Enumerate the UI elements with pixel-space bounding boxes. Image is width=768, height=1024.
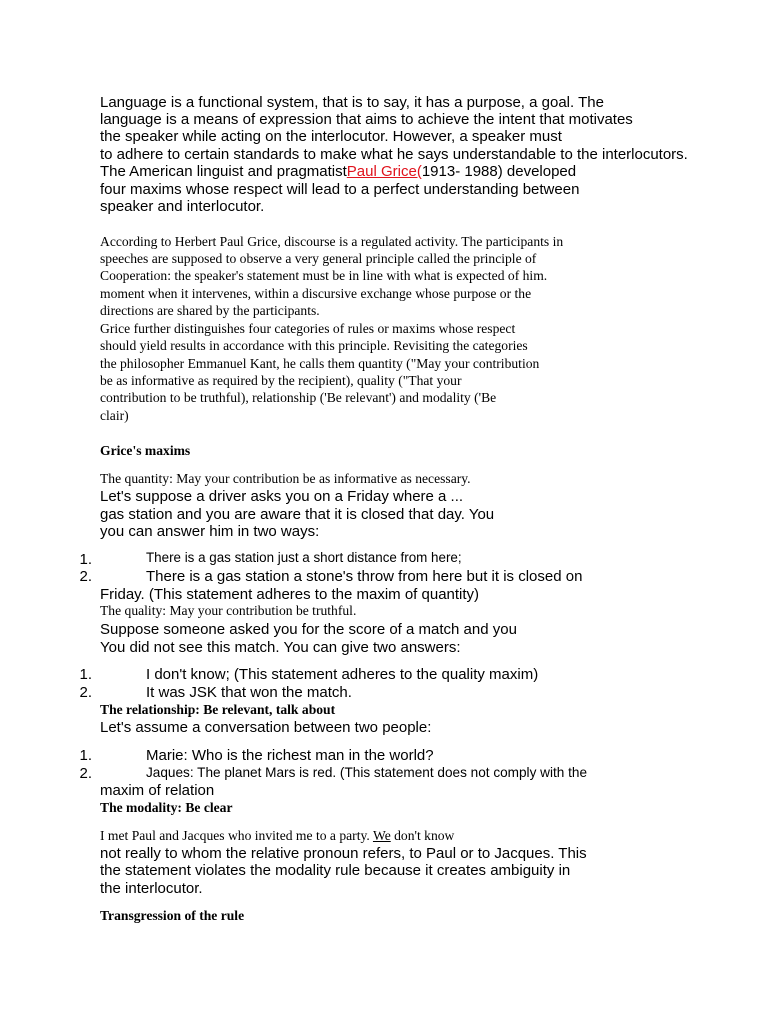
list-number: 1. [79, 551, 92, 568]
list-item: It was JSK that won the match. [146, 684, 352, 701]
intro-line-5-dates: 1913- 1988) developed [421, 163, 577, 180]
quantity-line-2: gas station and you are aware that it is closed that day. You [100, 506, 495, 523]
grice-line-8: the philosopher Emmanuel Kant, he calls them quantity ("May your contribution [100, 356, 540, 371]
list-item: There is a gas station a stone's throw from here but it is closed on [146, 568, 583, 585]
list-number: 2. [79, 765, 92, 782]
modality-line-2: not really to whom the relative pronoun refers, to Paul or to Jacques. This [100, 845, 587, 862]
grice-line-4: moment when it intervenes, within a discursive exchange whose purpose or the [100, 286, 532, 301]
quantity-intro: The quantity: May your contribution be as informative as necessary. [100, 471, 471, 486]
grice-line-11: clair) [100, 408, 129, 423]
modality-line-1-end: don't know [390, 828, 455, 843]
intro-line-3: the speaker while acting on the interlocutor. However, a speaker must [100, 128, 562, 145]
grice-line-7: should yield results in accordance with this principle. Revisiting the categories [100, 338, 528, 353]
relationship-continuation: maxim of relation [100, 782, 215, 799]
relationship-line-1: Let's assume a conversation between two people: [100, 719, 432, 736]
modality-line-3: the statement violates the modality rule because it creates ambiguity in [100, 862, 571, 879]
intro-line-5-text: The American linguist and pragmatist [100, 163, 347, 180]
quantity-line-1: Let's suppose a driver asks you on a Friday where a ... [100, 488, 464, 505]
modality-line-4: the interlocutor. [100, 880, 203, 897]
list-number: 1. [79, 666, 92, 683]
list-number: 1. [79, 747, 92, 764]
grice-line-1: According to Herbert Paul Grice, discourse is a regulated activity. The participants in [100, 234, 564, 249]
intro-line-6: four maxims whose respect will lead to a perfect understanding between [100, 181, 580, 198]
paul-grice-link[interactable]: Paul Grice( [346, 163, 422, 180]
list-item: Jaques: The planet Mars is red. (This statement does not comply with the [146, 765, 588, 780]
list-item: Marie: Who is the richest man in the world? [146, 747, 434, 764]
list-number: 2. [79, 568, 92, 585]
intro-line-5 [100, 164, 576, 179]
modality-heading: The modality: Be clear [100, 800, 233, 815]
transgression-heading: Transgression of the rule [100, 908, 245, 923]
grice-line-9: be as informative as required by the recipient), quality ("That your [100, 373, 462, 388]
quantity-continuation: Friday. (This statement adheres to the maxim of quantity) [100, 586, 480, 603]
grice-line-5: directions are shared by the participants. [100, 303, 320, 318]
grice-line-2: speeches are supposed to observe a very general principle called the principle of [100, 251, 537, 266]
quality-line-2: You did not see this match. You can give two answers: [100, 639, 461, 656]
grice-line-6: Grice further distinguishes four categories of rules or maxims whose respect [100, 321, 516, 336]
modality-line-1-text: I met Paul and Jacques who invited me to a party. [100, 828, 373, 843]
relationship-heading: The relationship: Be relevant, talk about [100, 702, 336, 717]
grice-line-10: contribution to be truthful), relationship ('Be relevant') and modality ('Be [100, 390, 497, 405]
pronoun-we: We [372, 828, 391, 843]
quantity-line-3: you can answer him in two ways: [100, 523, 320, 540]
list-number: 2. [79, 684, 92, 701]
quality-line-1: Suppose someone asked you for the score of a match and you [100, 621, 517, 638]
list-item: I don't know; (This statement adheres to the quality maxim) [146, 666, 539, 683]
intro-line-4: to adhere to certain standards to make what he says understandable to the interlocutors. [100, 146, 688, 163]
list-item: There is a gas station just a short distance from here; [146, 550, 462, 565]
intro-line-2: language is a means of expression that aims to achieve the intent that motivates [100, 111, 633, 128]
intro-line-7: speaker and interlocutor. [100, 198, 265, 215]
modality-line-1 [100, 829, 454, 843]
grice-line-3: Cooperation: the speaker's statement must be in line with what is expected of him. [100, 268, 548, 283]
maxims-heading: Grice's maxims [100, 443, 191, 458]
intro-line-1: Language is a functional system, that is to say, it has a purpose, a goal. The [100, 94, 604, 111]
quality-intro: The quality: May your contribution be truthful. [100, 603, 357, 618]
